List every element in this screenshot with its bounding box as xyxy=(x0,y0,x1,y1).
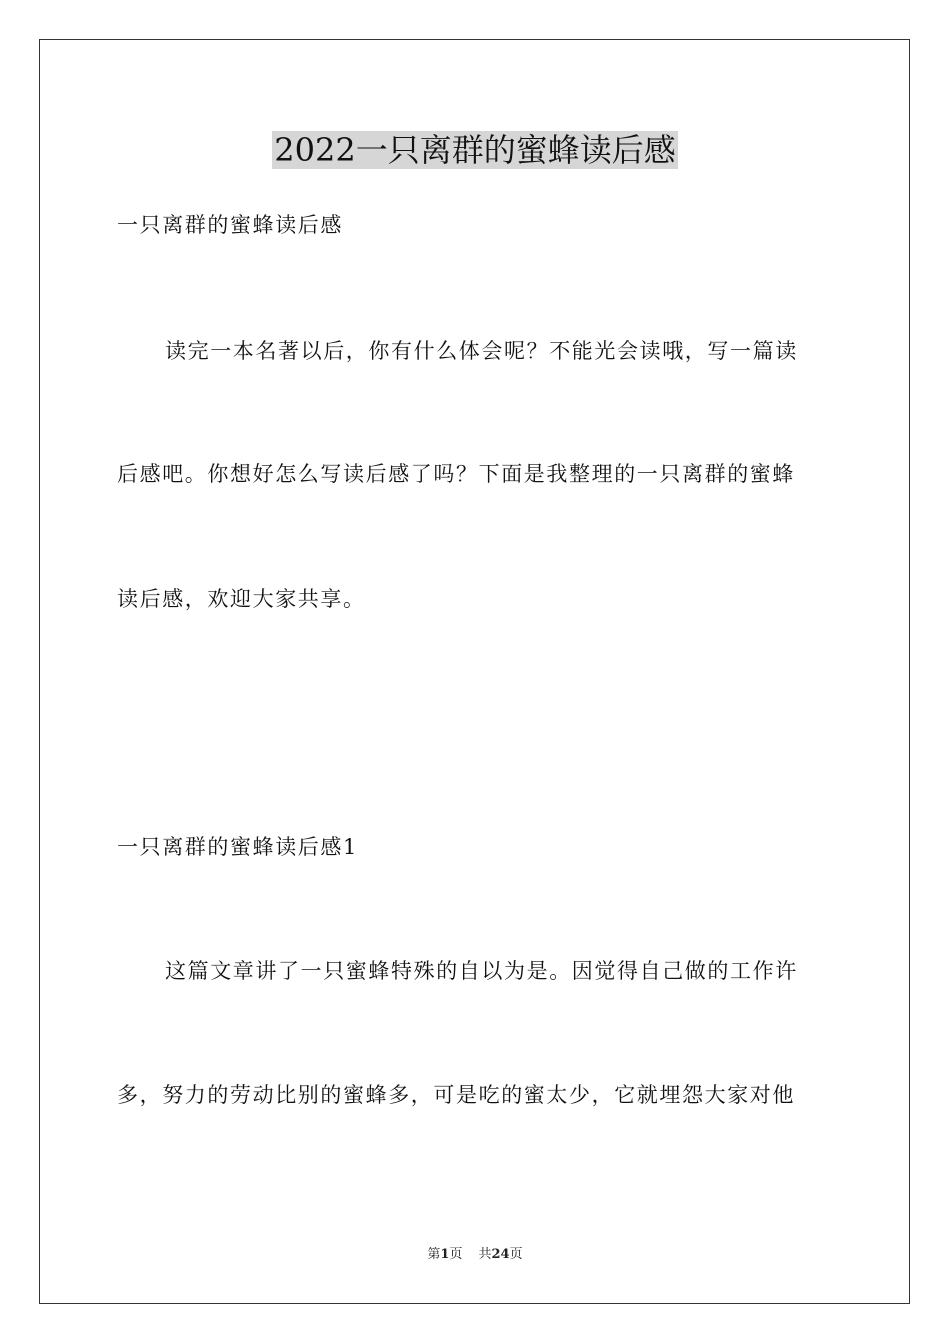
footer-page-suffix: 页 xyxy=(449,1247,463,1262)
footer-total-pages: 24 xyxy=(491,1247,510,1262)
document-title xyxy=(0,128,950,172)
intro-line-2: 后感吧。你想好怎么写读后感了吗？下面是我整理的一只离群的蜜蜂 xyxy=(117,462,795,486)
document-title-text: 2022一只离群的蜜蜂读后感 xyxy=(274,131,676,169)
intro-line-1: 读完一本名著以后，你有什么体会呢？不能光会读哦，写一篇读 xyxy=(165,339,798,363)
body-line-1: 这篇文章讲了一只蜜蜂特殊的自以为是。因觉得自己做的工作许 xyxy=(165,959,798,983)
footer-total-suffix: 页 xyxy=(509,1247,523,1262)
intro-line-3: 读后感，欢迎大家共享。 xyxy=(117,587,366,611)
section-heading: 一只离群的蜜蜂读后感1 xyxy=(117,835,358,859)
footer-total-prefix: 共 xyxy=(478,1247,492,1262)
page-footer xyxy=(0,1246,950,1264)
footer-page-number: 1 xyxy=(440,1247,450,1262)
footer-page-prefix: 第 xyxy=(427,1247,441,1262)
subtitle: 一只离群的蜜蜂读后感 xyxy=(117,213,343,237)
body-line-2: 多，努力的劳动比别的蜜蜂多，可是吃的蜜太少，它就埋怨大家对他 xyxy=(117,1083,795,1107)
